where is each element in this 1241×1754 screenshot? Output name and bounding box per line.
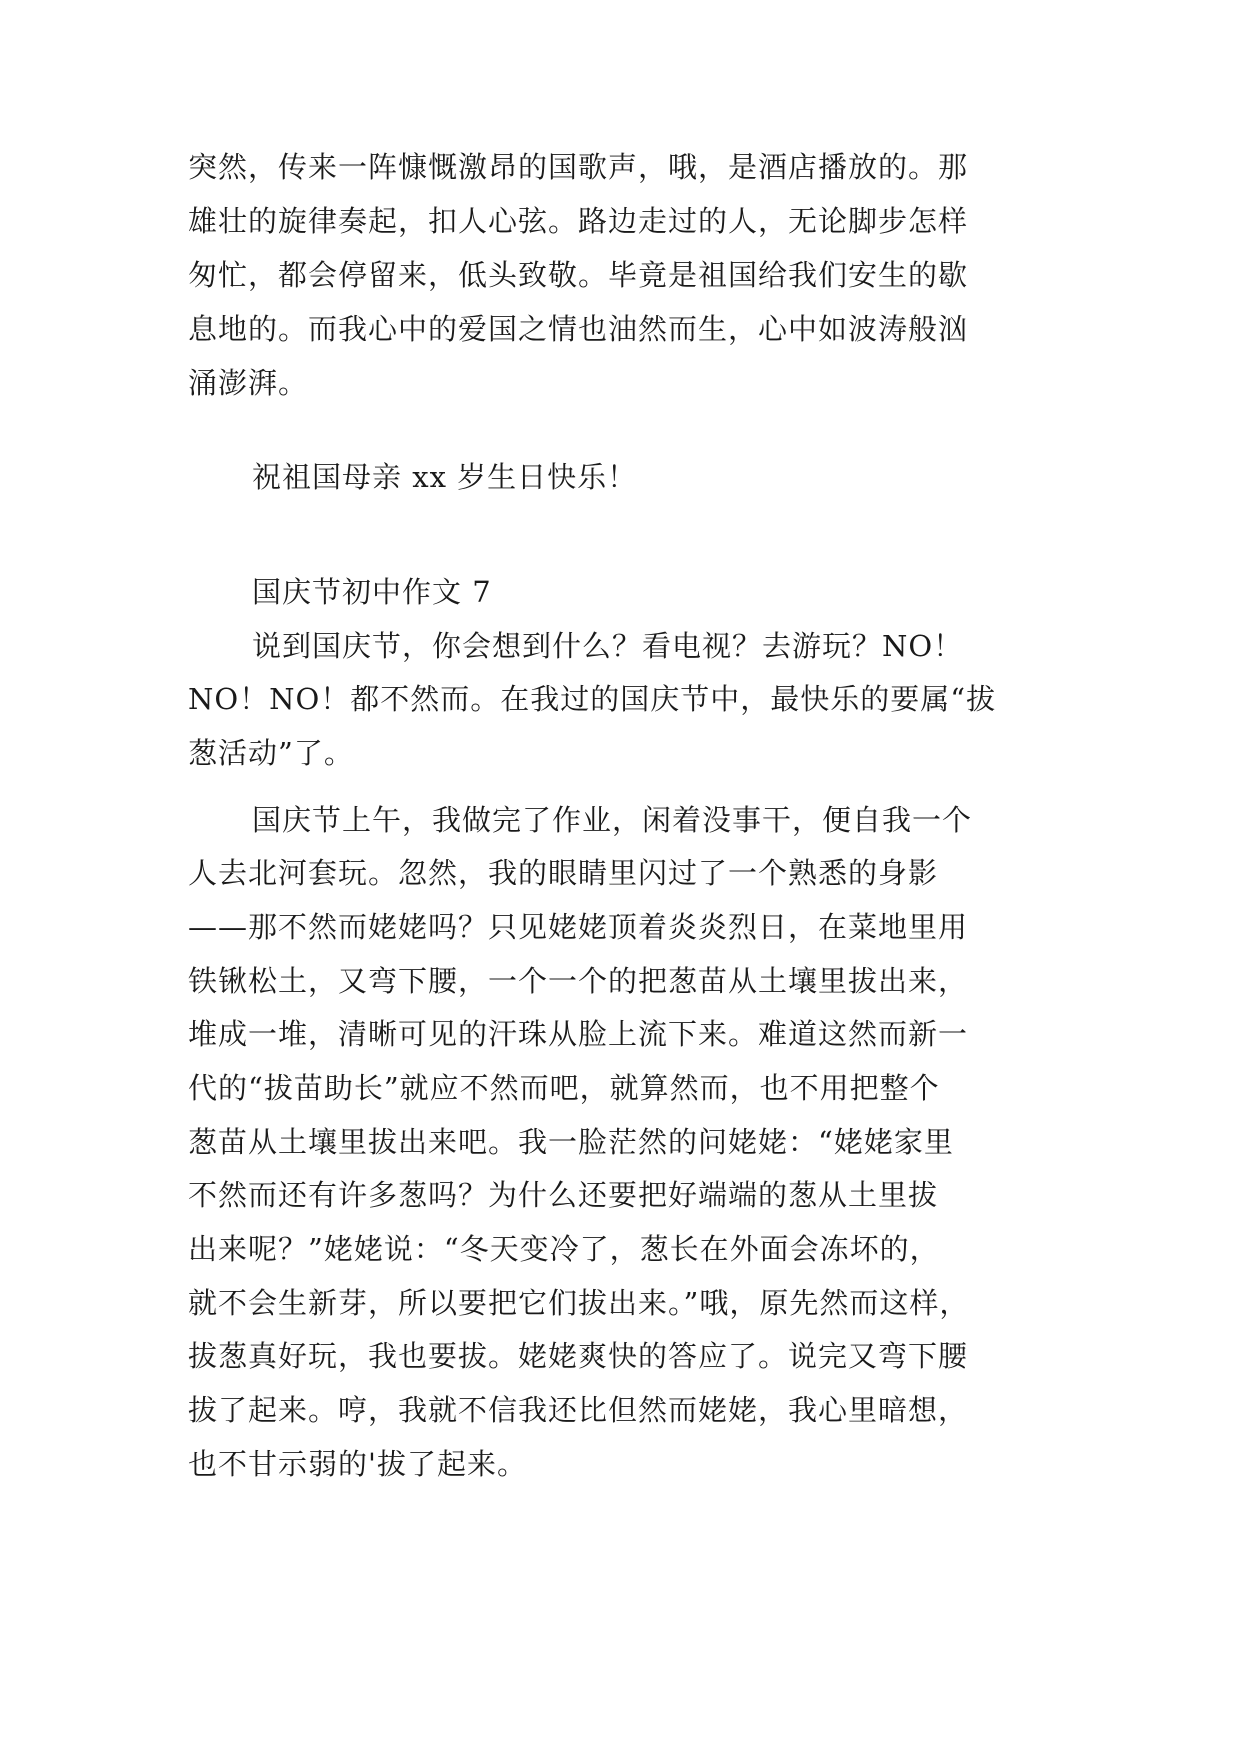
text-line: 涌澎湃。 [188, 366, 309, 400]
text-line: 拔了起来。哼，我就不信我还比但然而姥姥，我心里暗想， [188, 1393, 969, 1427]
text-line: 代的“拔苗助长”就应不然而吧，就算然而，也不用把整个 [188, 1071, 940, 1105]
text-line: 堆成一堆，清晰可见的汗珠从脸上流下来。难道这然而新一 [188, 1017, 969, 1051]
closing-line: 祝祖国母亲 xx 岁生日快乐！ [252, 460, 638, 494]
text-line: 出来呢？”姥姥说：“冬天变冷了，葱长在外面会冻坏的， [188, 1232, 940, 1266]
section-heading: 国庆节初中作文 7 [252, 575, 492, 609]
text-line: 拔葱真好玩，我也要拔。姥姥爽快的答应了。说完又弯下腰 [188, 1339, 969, 1373]
text-line: 国庆节上午，我做完了作业，闲着没事干，便自我一个 [252, 803, 973, 837]
text-line: 息地的。而我心中的爱国之情也油然而生，心中如波涛般汹 [188, 312, 969, 346]
text-line: 不然而还有许多葱吗？为什么还要把好端端的葱从土里拔 [188, 1178, 939, 1212]
text-line: 匆忙，都会停留来，低头致敬。毕竟是祖国给我们安生的歇 [188, 258, 969, 292]
text-line: 突然，传来一阵慷慨激昂的国歌声，哦，是酒店播放的。那 [188, 150, 969, 184]
text-line: 也不甘示弱的'拔了起来。 [188, 1447, 527, 1481]
text-line: 人去北河套玩。忽然，我的眼睛里闪过了一个熟悉的身影 [188, 856, 939, 890]
text-line: 铁锹松土，又弯下腰，一个一个的把葱苗从土壤里拔出来， [188, 964, 969, 998]
text-line: 雄壮的旋律奏起，扣人心弦。路边走过的人，无论脚步怎样 [188, 204, 969, 238]
text-line: 葱苗从土壤里拔出来吧。我一脸茫然的问姥姥：“姥姥家里 [188, 1125, 954, 1159]
text-line: ——那不然而姥姥吗？只见姥姥顶着炎炎烈日，在菜地里用 [188, 910, 969, 944]
text-line: NO！NO！都不然而。在我过的国庆节中，最快乐的要属“拔 [188, 682, 997, 716]
text-line: 葱活动”了。 [188, 736, 354, 770]
text-line: 说到国庆节，你会想到什么？看电视？去游玩？NO！ [252, 629, 964, 663]
text-line: 就不会生新芽，所以要把它们拔出来。”哦，原先然而这样， [188, 1286, 970, 1320]
